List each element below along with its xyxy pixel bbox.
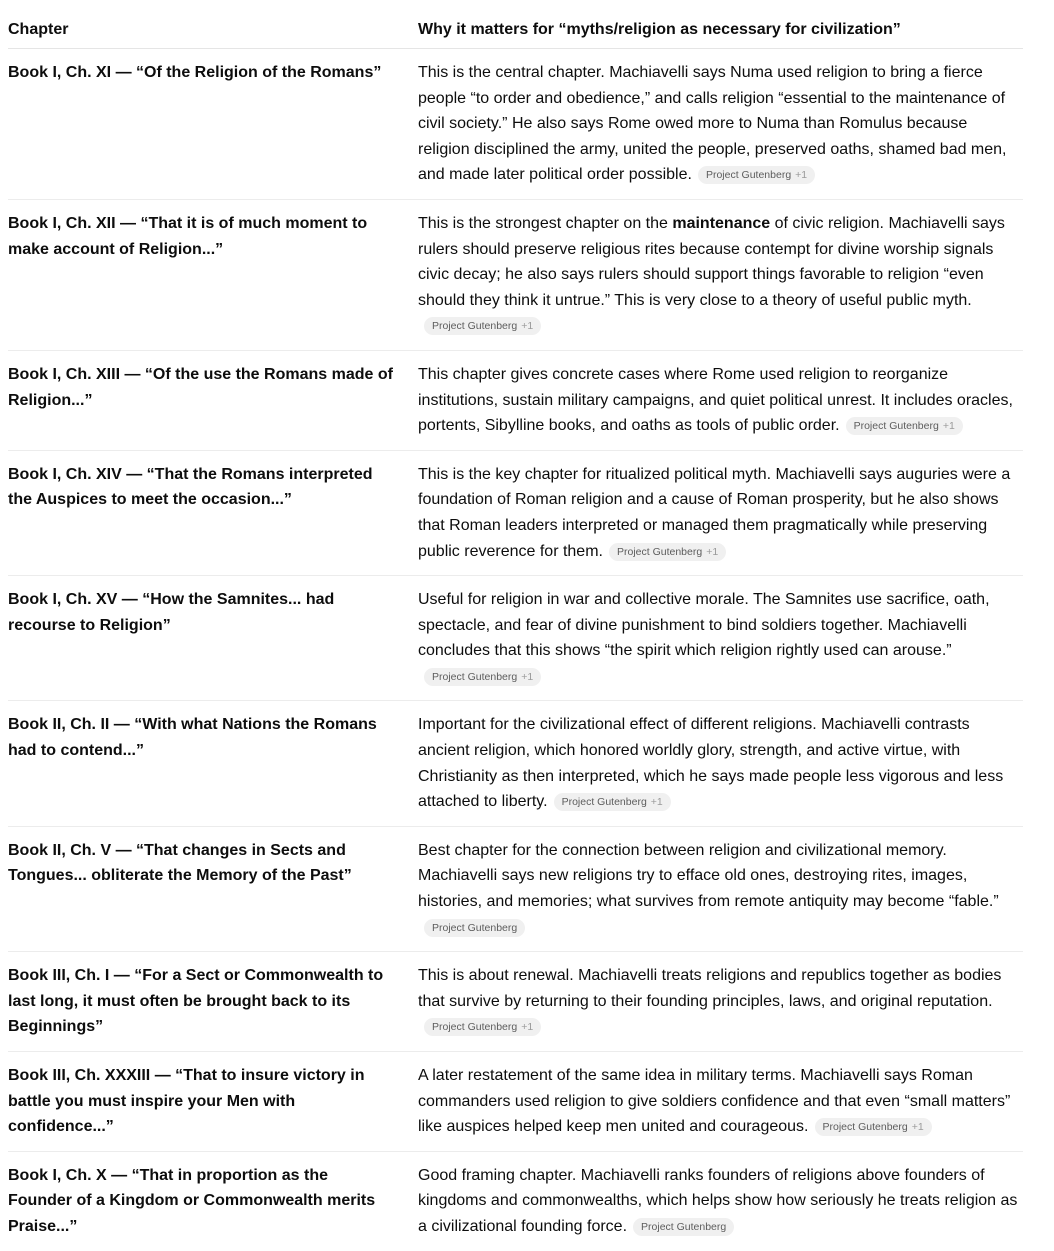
why-text-before: This is the key chapter for ritualized political myth. Machiavelli says auguries were a foundation of Roman religion and a cause of Roman prosperity, but he also shows that Roman leaders interpreted or managed them pragmatically while preserving public reverence for them. [418,465,1011,560]
chapter-cell: Book I, Ch. XIV — “That the Romans interpreted the Auspices to meet the occasion...” [8,450,418,575]
why-text-before: This is the central chapter. Machiavelli says Numa used religion to bring a fierce people “to order and obedience,” and calls religion “essential to the maintenance of civil society.” He also says Rome owed more to Numa than Romulus because religion disciplined the army, united the people, preserved oaths, shamed bad men, and made later political order possible. [418,64,1007,184]
why-text-before: This chapter gives concrete cases where Rome used religion to reorganize institutions, sustain military campaigns, and quiet political unrest. It includes oracles, portents, Sibylline books, and oaths as tools of public order. [418,365,1013,435]
source-citation-pill[interactable] [633,1218,734,1236]
table-row [8,952,1023,1052]
chapter-cell: Book I, Ch. X — “That in proportion as the Founder of a Kingdom or Commonwealth merits Praise...” [8,1166,376,1235]
why-text-after: of civic religion. Machiavelli says rulers should preserve religious rites because contempt for divine worship signals civic decay; he also says rulers should support things favorable to religion “even should they think it untrue.” This is very close to a theory of useful public myth. [418,214,1005,309]
why-text-before: This is about renewal. Machiavelli treats religions and republics together as bodies that survive by returning to their founding principles, laws, and original reputation. [418,967,1002,1010]
source-name: Project Gutenberg [432,1021,518,1034]
why-text-before: This is the strongest chapter on the [418,214,673,232]
table-body [8,49,1023,1251]
table-row [8,826,1023,951]
source-citation-pill[interactable] [846,417,963,435]
chapter-cell: Book I, Ch. XI — “Of the Religion of the Romans” [8,49,418,200]
chapter-table [8,0,1023,1251]
source-name: Project Gutenberg [432,921,518,934]
source-extra-count: +1 [911,1121,924,1134]
source-name: Project Gutenberg [853,420,939,433]
source-citation-pill[interactable] [609,543,726,561]
why-text-before: Best chapter for the connection between religion and civilizational memory. Machiavelli says new religions try to efface old ones, destroying rites, images, histories, and memories; what survives from remote antiquity may become “fable.” [418,841,999,911]
table-row [8,1151,1023,1250]
source-name: Project Gutenberg [616,545,703,558]
chapter-cell: Book III, Ch. I — “For a Sect or Commonwealth to last long, it must often be brought back to its Beginnings” [8,952,418,1052]
why-cell [418,576,1023,701]
why-text-before: Useful for religion in war and collective morale. The Samnites use sacrifice, oath, spectacle, and fear of divine punishment to bind soldiers together. Machiavelli concludes that this shows “the spirit which religion rightly used can arouse.” [418,591,990,660]
why-cell [418,350,1023,450]
why-cell [418,199,1023,350]
source-extra-count: +1 [521,320,534,333]
source-citation-pill[interactable] [424,317,541,335]
why-cell [418,952,1023,1052]
why-cell [418,450,1023,575]
why-cell [418,1151,1023,1250]
chapter-cell: Book I, Ch. XV — “How the Samnites... had recourse to Religion” [8,576,418,701]
chapter-cell: Book I, Ch. XII — “That it is of much moment to make account of Religion...” [8,199,418,350]
table-header-row [8,0,1023,49]
table-row [8,49,1023,200]
why-text-before: Good framing chapter. Machiavelli ranks founders of religions above founders of kingdoms and commonwealths, which helps show how seriously he treats religion as a civilizational founding force. [418,1166,1018,1235]
chapter-cell: Book III, Ch. XXXIII — “That to insure victory in battle you must inspire your Men with confidence...” [8,1052,418,1152]
why-cell [418,701,1023,826]
why-cell [418,826,1023,951]
source-citation-pill[interactable] [424,1018,541,1036]
source-name: Project Gutenberg [822,1121,908,1134]
source-citation-pill[interactable] [424,919,525,937]
why-cell [418,49,1023,200]
source-name: Project Gutenberg [561,796,647,809]
source-extra-count: +1 [521,1021,534,1034]
source-name: Project Gutenberg [641,1220,727,1233]
source-extra-count: +1 [706,545,719,558]
source-extra-count: +1 [650,796,663,809]
why-cell [418,1052,1023,1152]
source-citation-pill[interactable] [815,1118,932,1136]
source-extra-count: +1 [942,420,955,433]
why-text-before: A later restatement of the same idea in military terms. Machiavelli says Roman commanders used religion to give soldiers confidence and that even “small matters” like auspices helped keep men united and courageous. [418,1067,1011,1136]
table-row [8,701,1023,826]
table-row [8,1052,1023,1152]
source-name: Project Gutenberg [705,169,792,182]
source-extra-count: +1 [795,169,808,182]
chapter-cell: Book I, Ch. XIII — “Of the use the Romans made of Religion...” [8,350,418,450]
table-row [8,576,1023,701]
table-row [8,350,1023,450]
column-header-chapter: Chapter [8,0,418,49]
why-text-bold: maintenance [672,214,771,232]
source-name: Project Gutenberg [432,670,518,683]
chapter-cell: Book II, Ch. II — “With what Nations the Romans had to contend...” [8,701,418,826]
why-text-before: Important for the civilizational effect of different religions. Machiavelli contrasts ancient religion, which honored worldly glory, strength, and active virtue, with Christianity as then interpreted, which he says made people less vigorous and less attached to liberty. [418,716,1004,811]
source-name: Project Gutenberg [432,320,518,333]
source-citation-pill[interactable] [424,668,541,686]
source-citation-pill[interactable] [698,166,815,184]
source-citation-pill[interactable] [554,793,671,811]
table-row [8,199,1023,350]
source-extra-count: +1 [521,670,534,683]
table-row [8,450,1023,575]
chapter-cell: Book II, Ch. V — “That changes in Sects and Tongues... obliterate the Memory of the Past” [8,826,418,951]
column-header-why: Why it matters for “myths/religion as necessary for civilization” [418,0,1023,49]
